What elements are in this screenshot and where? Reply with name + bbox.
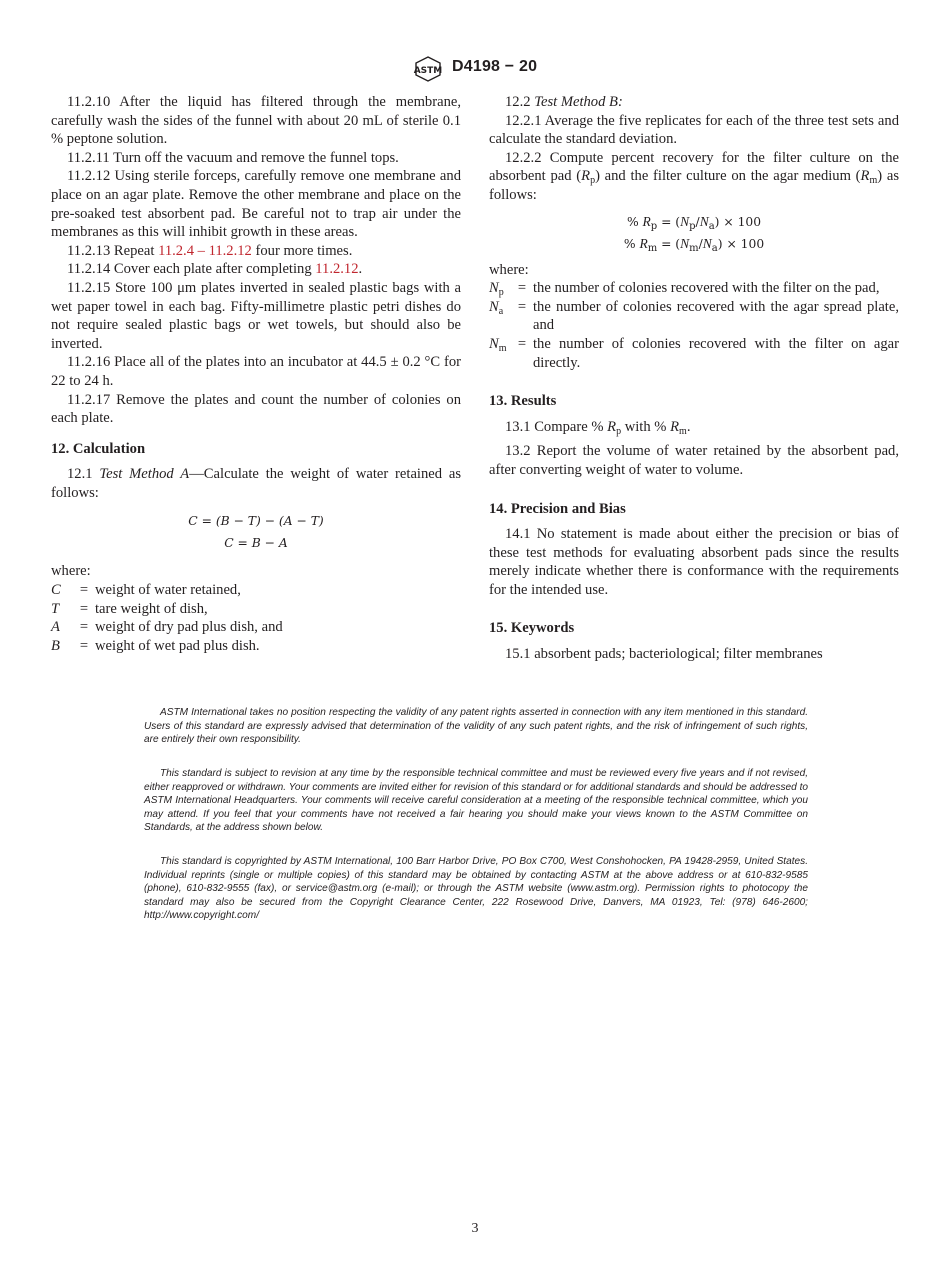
definition-equals: =: [517, 280, 527, 297]
para-12-1: [51, 465, 461, 502]
heading-calculation: 12. Calculation: [51, 440, 146, 457]
equation-block-b: [489, 211, 899, 255]
para-14-1: 14.1 No statement is made about either the precision or bias of these test methods for evaluating absorbent pads since the results merely indicate whether there is conformance with the requirements for the intended use.: [489, 526, 899, 598]
page-header: [0, 56, 950, 82]
definition-text: the number of colonies recovered with the filter on agar directly.: [533, 335, 899, 371]
definition-equals: =: [79, 582, 89, 599]
definition-text: weight of dry pad plus dish, and: [95, 619, 283, 636]
section-link-11-2-12[interactable]: 11.2.12: [315, 261, 359, 278]
symbol-r: R: [670, 418, 680, 435]
variable-definitions-b: [489, 279, 899, 372]
equation-rp: % $R_p = (N_p/N_a) \times 100$: [626, 213, 762, 232]
where-label-a: where:: [51, 563, 91, 580]
patent-notice-text: ASTM International takes no position respecting the validity of any patent rights asserted in connection with any item mentioned in this standard. Users of this standard are expressly advised that determination of the validity of any such patent rights, and the risk of infringement of such rights, are entirely their own responsibility.: [144, 707, 808, 745]
subscript-m: m: [679, 425, 687, 437]
definition-text: weight of water retained,: [95, 582, 241, 599]
para-12-2-1: 12.2.1 Average the five replicates for each of the three test sets and calculate the standard deviation.: [489, 112, 899, 148]
para-11-2-13-text: 11.2.13 Repeat: [67, 242, 159, 259]
symbol-r: R: [607, 418, 617, 435]
symbol-r: R: [860, 168, 870, 185]
logo-text: ASTM: [413, 66, 443, 76]
para-13-1-text: 13.1 Compare %: [505, 418, 608, 435]
para-11-2-13-end: four more times.: [251, 242, 353, 259]
para-11-2-11: 11.2.11 Turn off the vacuum and remove the funnel tops.: [67, 149, 399, 166]
section-link-11-2-4-to-11-2-12[interactable]: 11.2.4 – 11.2.12: [158, 242, 252, 259]
heading-precision-bias: 14. Precision and Bias: [489, 500, 626, 517]
revision-notice-text: This standard is subject to revision at any time by the responsible technical committee and must be reviewed every five years and if not revised, either reapproved or withdrawn. Your comments are invited either for revision of this standard or for additional standards and should be addressed to ASTM International Headquarters. Your comments will receive careful consideration at a meeting of the responsible technical committee, which you may attend. If you feel that your comments have not received a fair hearing you should make your views known to the ASTM Committee on Standards, at the address shown below.: [144, 768, 808, 833]
definition-row: [489, 279, 899, 298]
equation-block-a: [51, 510, 461, 554]
definition-row: [51, 581, 283, 600]
definition-symbol: $N_p$: [489, 280, 504, 299]
right-column: [489, 93, 899, 664]
definition-equals: =: [79, 637, 89, 654]
para-12-1-method: Test Method A: [99, 466, 190, 483]
para-12-2-method: Test Method B:: [534, 94, 623, 110]
para-11-2-12: 11.2.12 Using sterile forceps, carefully remove one membrane and place on an agar plate. Remove the other membrane and place on the pre-soaked test absorbent pad. Be careful not to trap air under the membranes as this will inhibit growth in these areas.: [51, 168, 461, 241]
definition-row: [51, 600, 283, 619]
definition-row: [51, 618, 283, 637]
definition-symbol: T: [51, 600, 60, 617]
para-13-2: 13.2 Report the volume of water retained by the absorbent pad, after converting weight of water to volume.: [489, 443, 899, 478]
copyright-notice: [144, 855, 808, 923]
definition-symbol: C: [51, 582, 61, 599]
definition-symbol: $N_a$: [489, 298, 504, 317]
definition-equals: =: [517, 298, 527, 315]
patent-notice: [144, 706, 808, 747]
astm-logo-icon: [410, 56, 446, 82]
definition-symbol: $N_m$: [489, 335, 507, 354]
para-12-1-text: —Calculate the weight of water retained as follows:: [51, 466, 462, 501]
para-11-2-10: 11.2.10 After the liquid has filtered through the membrane, carefully wash the sides of the funnel with about 20 mL of sterile 0.1 % peptone solution.: [51, 94, 461, 148]
definition-symbol: B: [51, 637, 60, 654]
equation-rm: % $R_m = (N_m/N_a) \times 100$: [623, 235, 765, 254]
page-number: 3: [471, 1221, 479, 1236]
heading-results: 13. Results: [489, 393, 557, 410]
document-id: D4198 − 20: [452, 58, 538, 75]
definition-equals: =: [79, 600, 89, 617]
para-12-2-number: 12.2: [505, 94, 535, 110]
subscript-m: m: [869, 175, 878, 187]
para-12-2-2-text-c: ) as follows:: [489, 168, 900, 203]
definition-symbol: A: [51, 619, 60, 636]
heading-keywords: 15. Keywords: [489, 620, 575, 637]
definition-row: [489, 335, 899, 372]
para-15-1: 15.1 absorbent pads; bacteriological; filter membranes: [505, 646, 823, 663]
para-12-1-number: 12.1: [67, 466, 100, 483]
para-12-2-2-text-a: 12.2.2 Compute percent recovery for the filter culture on the absorbent pad (: [489, 149, 899, 185]
definition-equals: =: [79, 619, 89, 636]
para-11-2-14: [51, 260, 461, 279]
para-11-2-16: 11.2.16 Place all of the plates into an incubator at 44.5 ± 0.2 °C for 22 to 24 h.: [51, 354, 461, 389]
para-12-2-2: [489, 149, 899, 205]
definition-row: [489, 298, 899, 335]
subscript-p: p: [616, 425, 622, 437]
subscript-p: p: [590, 175, 596, 187]
para-12-2-2-text-b: ) and the filter culture on the agar medium (: [595, 168, 861, 185]
para-13-1: [489, 418, 899, 437]
para-11-2-15: 11.2.15 Store 100 μm plates inverted in sealed plastic bags with a wet paper towel in each bag. Fifty-millimetre plastic petri dishes do not require sealed plastic bags or wet towels, but should also be inverted.: [51, 279, 461, 352]
definition-text: weight of wet pad plus dish.: [95, 637, 260, 654]
equation-c-full: C = (B − T) − (A − T): [188, 514, 324, 529]
definition-text: tare weight of dish,: [95, 600, 208, 617]
revision-notice: [144, 767, 808, 835]
para-12-2: [489, 93, 899, 112]
para-11-2-14-text: 11.2.14 Cover each plate after completing: [67, 261, 316, 278]
para-11-2-17: 11.2.17 Remove the plates and count the number of colonies on each plate.: [51, 391, 461, 427]
para-11-2-13: [51, 242, 461, 261]
symbol-r: R: [581, 168, 591, 185]
para-11-2-14-end: .: [358, 261, 363, 278]
para-13-1-with: with %: [621, 418, 671, 435]
where-label-b: where:: [489, 261, 529, 278]
copyright-notice-text: This standard is copyrighted by ASTM International, 100 Barr Harbor Drive, PO Box C700, West Conshohocken, PA 19428-2959, United States. Individual reprints (single or multiple copies) of this standard may be obtained by contacting ASTM at the above address or at 610-832-9585 (phone), 610-832-9555 (fax), or service@astm.org (e-mail); or through the ASTM website (www.astm.org). Permission rights to photocopy the standard may also be secured from the Copyright Clearance Center, 222 Rosewood Drive, Danvers, MA 01923, Tel: (978) 646-2600; http://www.copyright.com/: [144, 856, 808, 921]
left-column: [51, 93, 461, 655]
equation-c-short: C = B − A: [224, 536, 288, 551]
definition-row: [51, 637, 283, 656]
para-13-1-end: .: [686, 418, 691, 435]
definition-equals: =: [517, 335, 527, 352]
definition-text: the number of colonies recovered with the agar spread plate, and: [533, 298, 899, 334]
definition-text: the number of colonies recovered with the filter on the pad,: [533, 280, 880, 297]
variable-definitions-a: [51, 581, 283, 655]
